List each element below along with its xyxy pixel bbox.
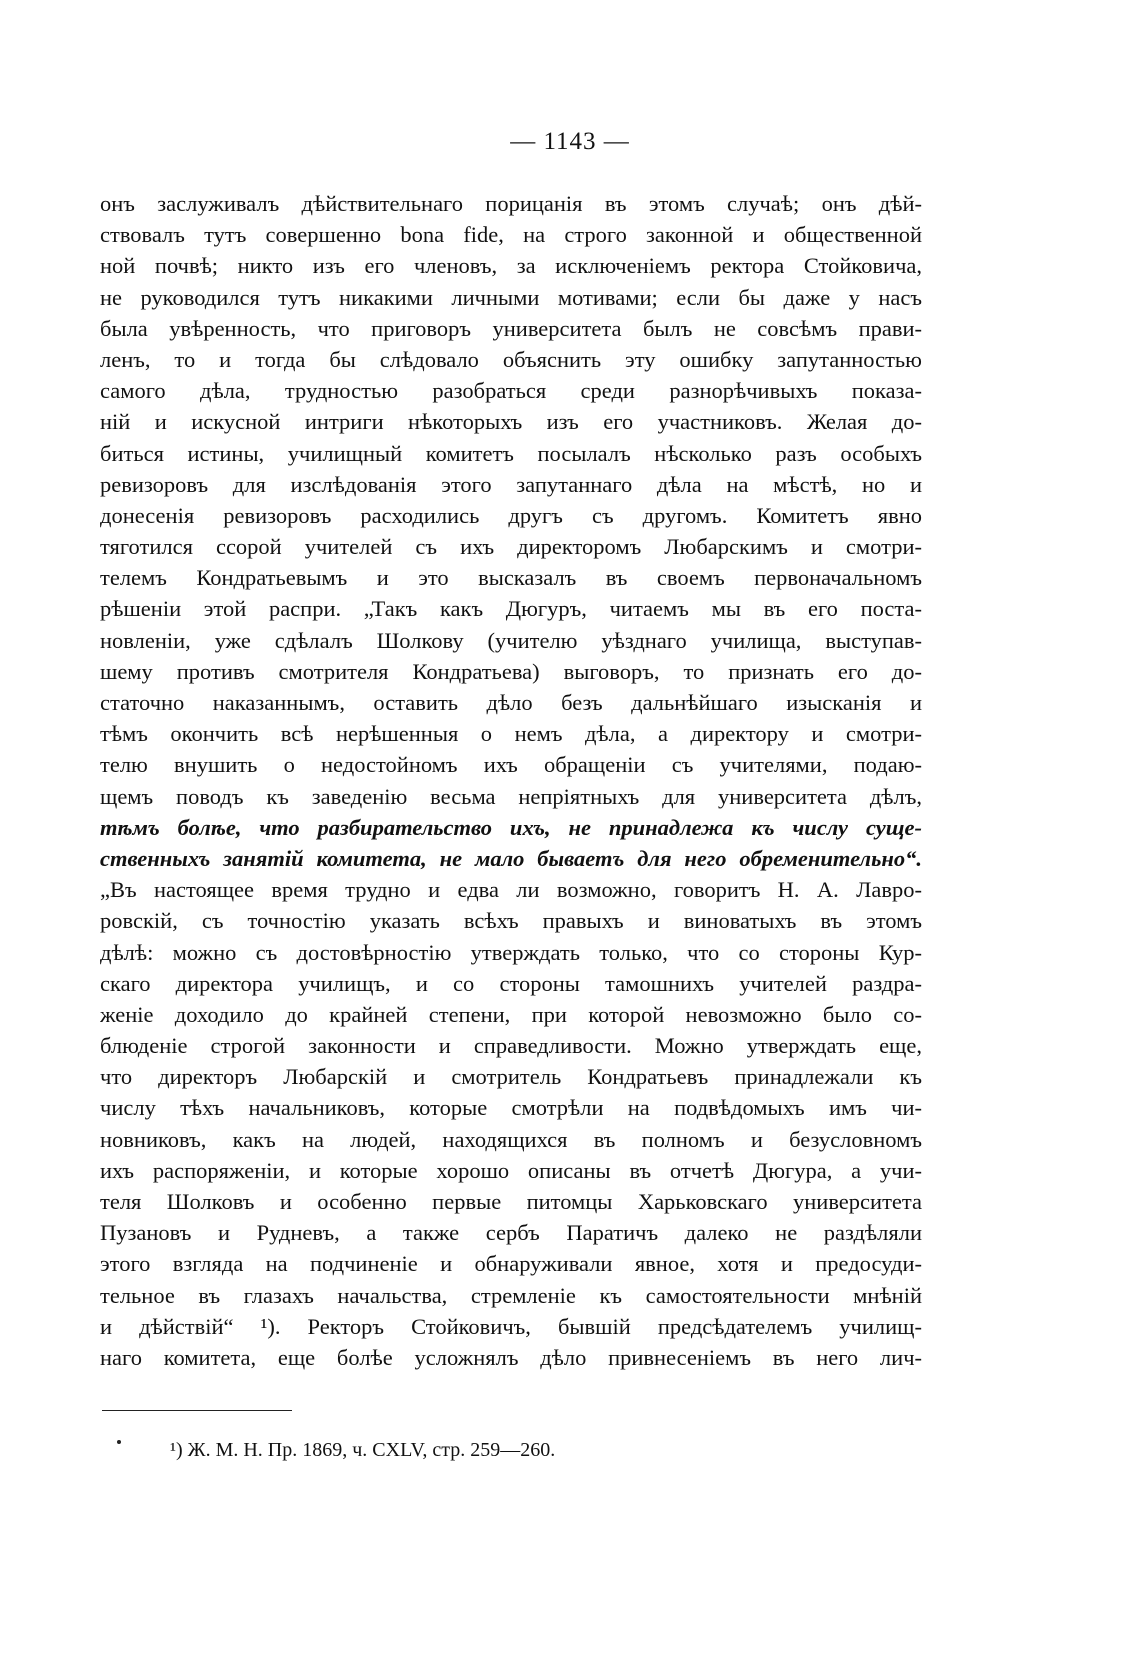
text-line: телемъ Кондратьевымъ и это высказалъ въ своемъ первоначальномъ [100,565,922,591]
text-line: была увѣренность, что приговоръ университета былъ не совсѣмъ прави- [100,315,922,341]
text-line: донесенія ревизоровъ расходились другъ съ другомъ. Комитетъ явно [100,502,922,528]
ink-speck [117,1440,121,1444]
text-line: щемъ поводъ къ заведенію весьма непріятныхъ для университета дѣлъ, [100,783,922,809]
text-line: тѣмъ окончить всѣ нерѣшенныя о немъ дѣла, а директору и смотри- [100,721,922,747]
text-line: ной почвѣ; никто изъ его членовъ, за исключеніемъ ректора Стойковича, [100,253,922,279]
footnote-divider [102,1410,292,1411]
text-line: онъ заслуживалъ дѣйствительнаго порицанія въ этомъ случаѣ; онъ дѣй- [100,191,922,216]
text-line: статочно наказаннымъ, оставить дѣло безъ дальнѣйшаго изысканія и [100,690,922,715]
text-line: „Въ настоящее время трудно и едва ли возможно, говоритъ Н. А. Лавро- [100,877,922,903]
text-line: не руководился тутъ никакими личными мотивами; если бы даже у насъ [100,284,922,310]
text-line: ній и искусной интриги нѣкоторыхъ изъ его участниковъ. Желая до- [100,409,922,435]
text-line: что директоръ Любарскій и смотритель Кондратьевъ принадлежали къ [100,1064,922,1090]
text-line: тельное въ глазахъ начальства, стремленіе къ самостоятельности мнѣній [100,1282,922,1308]
text-line: этого взгляда на подчиненіе и обнаруживали явное, хотя и предосуди- [100,1251,922,1277]
text-line: рѣшеніи этой распри. „Такъ какъ Дюгуръ, читаемъ мы въ его поста- [100,596,922,622]
text-line-italic: тѣмъ болѣе, что разбирательство ихъ, не принадлежа къ числу суще- [100,814,922,840]
text-line: ровскій, съ точностію указать всѣхъ правыхъ и виноватыхъ въ этомъ [100,908,922,934]
footnote: ¹) Ж. М. Н. Пр. 1869, ч. CXLV, стр. 259—260. [170,1439,556,1461]
text-line: тяготился ссорой учителей съ ихъ директоромъ Любарскимъ и смотри- [100,534,922,560]
text-line: числу тѣхъ начальниковъ, которые смотрѣли на подвѣдомыхъ имъ чи- [100,1095,922,1121]
text-line: ревизоровъ для изслѣдованія этого запутаннаго дѣла на мѣстѣ, но и [100,471,922,497]
body-text [100,188,922,1373]
text-line: женіе доходило до крайней степени, при которой невозможно было со- [100,1001,922,1027]
text-line: биться истины, училищный комитетъ посылалъ нѣсколько разъ особыхъ [100,440,922,466]
text-line: шему противъ смотрителя Кондратьева) выговоръ, то признать его до- [100,658,922,684]
text-line: новленіи, уже сдѣлалъ Шолкову (учителю уѣзднаго училища, выступав- [100,627,922,653]
text-line: ленъ, то и тогда бы слѣдовало объяснить эту ошибку запутанностью [100,346,922,372]
text-line: скаго директора училищъ, и со стороны тамошнихъ учителей раздра- [100,970,922,996]
page-number: — 1143 — [510,128,630,155]
text-line: самого дѣла, трудностью разобраться среди разнорѣчивыхъ показа- [100,378,922,404]
text-line-italic: ственныхъ занятій комитета, не мало бываетъ для него обременительно“. [100,845,922,871]
text-line: ихъ распоряженіи, и которые хорошо описаны въ отчетѣ Дюгура, а учи- [100,1157,922,1183]
text-line: и дѣйствій“ ¹). Ректоръ Стойковичъ, бывшій предсѣдателемъ училищ- [100,1313,922,1339]
text-line: ствовалъ тутъ совершенно bona fide, на строго законной и общественной [100,222,922,248]
text-line: Пузановъ и Рудневъ, а также сербъ Паратичъ далеко не раздѣляли [100,1220,922,1246]
text-line: новниковъ, какъ на людей, находящихся въ полномъ и безусловномъ [100,1126,922,1152]
text-line: телю внушить о недостойномъ ихъ обращеніи съ учителями, подаю- [100,752,922,778]
text-line: наго комитета, еще болѣе усложнялъ дѣло привнесеніемъ въ него лич- [100,1344,922,1370]
text-line: дѣлѣ: можно съ достовѣрностію утверждать только, что со стороны Кур- [100,939,922,965]
text-line: блюденіе строгой законности и справедливости. Можно утверждать еще, [100,1033,922,1059]
text-line: теля Шолковъ и особенно первые питомцы Харьковскаго университета [100,1189,922,1214]
